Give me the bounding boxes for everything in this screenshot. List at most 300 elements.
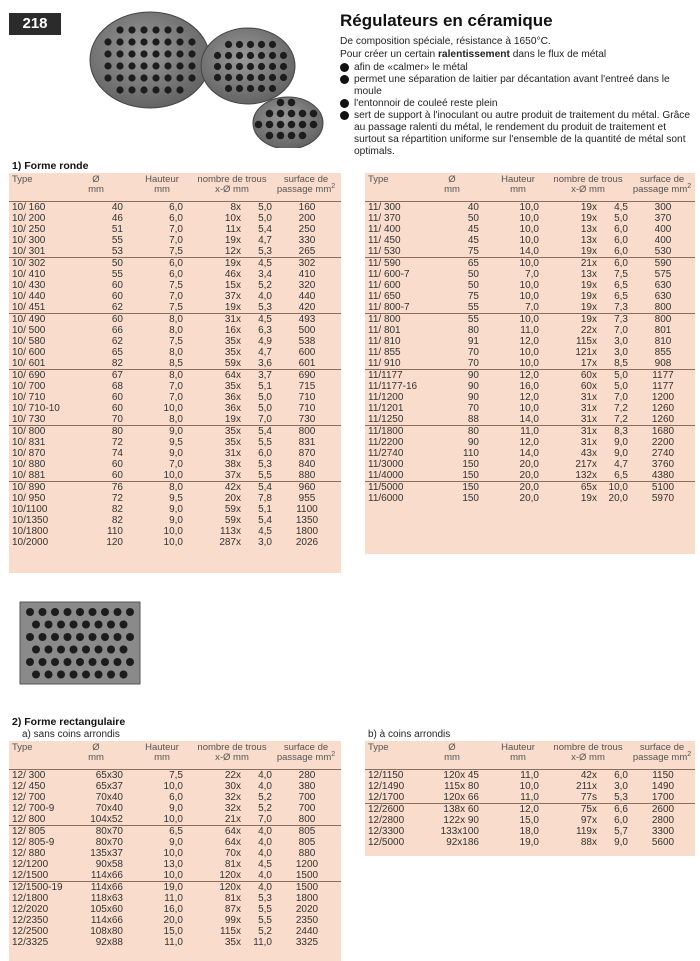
cell-diameter: 90: [467, 392, 479, 403]
cell-height: 10,0: [163, 470, 183, 481]
cell-surface: 601: [298, 358, 316, 369]
table-row: [9, 848, 341, 859]
cell-height: 9,5: [169, 493, 183, 504]
cell-holes-count: 19x: [580, 302, 597, 313]
cell-type: 12/2800: [368, 815, 405, 826]
cell-holes-diam: 11,0: [253, 937, 272, 948]
cell-surface: 1800: [295, 526, 319, 537]
cell-holes-diam: 5,0: [258, 213, 272, 224]
cell-diameter: 150: [462, 482, 479, 493]
cell-diameter: 67: [111, 370, 123, 381]
cell-height: 6,0: [169, 213, 183, 224]
header-surface: [627, 743, 697, 763]
table-row-group: [9, 201, 341, 257]
cell-holes-diam: 5,7: [614, 826, 628, 837]
cell-diameter: 72: [111, 493, 123, 504]
cell-holes-count: 31x: [580, 392, 597, 403]
ceramic-round-regulators-photo: [88, 8, 328, 148]
cell-height: 10,0: [163, 403, 183, 414]
cell-holes-count: 19x: [580, 202, 597, 213]
table-row: [9, 302, 341, 313]
cell-surface: 575: [654, 269, 672, 280]
cell-height: 8,0: [169, 347, 183, 358]
cell-surface: 1500: [295, 870, 319, 881]
cell-surface: 3760: [651, 459, 675, 470]
header-surface-unit: passage mm: [632, 184, 688, 195]
cell-diameter: 118x63: [90, 893, 123, 904]
cell-diameter: 65: [467, 258, 479, 269]
cell-height: 20,0: [519, 459, 539, 470]
cell-surface: 831: [298, 437, 316, 448]
cell-holes-count: 42x: [580, 770, 597, 781]
header-height: [493, 743, 543, 763]
cell-holes-count: 13x: [580, 224, 597, 235]
cell-surface: 493: [298, 314, 316, 325]
cell-height: 6,5: [169, 826, 183, 837]
table-row-group: [365, 257, 695, 313]
table-row: [365, 815, 695, 826]
cell-holes-diam: 7,3: [614, 314, 628, 325]
table-row-group: [9, 313, 341, 369]
cell-holes-diam: 4,5: [614, 202, 628, 213]
cell-height: 7,5: [169, 246, 183, 257]
header-surface-label: surface de: [639, 742, 685, 753]
cell-type: 12/ 300: [12, 770, 46, 781]
cell-height: 11,0: [520, 770, 539, 781]
cell-surface: 800: [298, 814, 316, 825]
table-row-group: [365, 201, 695, 257]
header-type-label: Type: [12, 174, 33, 185]
cell-holes-count: 8x: [230, 202, 241, 213]
header-diam: [71, 175, 121, 195]
cell-holes-diam: 5,0: [258, 392, 272, 403]
cell-diameter: 70x40: [95, 803, 123, 814]
cell-type: 12/3300: [368, 826, 405, 837]
intro-text: [340, 36, 692, 158]
cell-height: 10,0: [163, 526, 183, 537]
cell-height: 19,0: [163, 882, 183, 893]
cell-holes-diam: 6,0: [614, 235, 628, 246]
table-row: [365, 804, 695, 815]
cell-height: 7,0: [525, 302, 539, 313]
cell-height: 7,5: [169, 302, 183, 313]
cell-diameter: 75: [467, 246, 479, 257]
table-row-group: [9, 481, 341, 548]
cell-height: 10,0: [163, 848, 183, 859]
header-diam: [427, 175, 477, 195]
table-row-group: [365, 313, 695, 369]
cell-surface: 1200: [651, 392, 675, 403]
intro-bullet-list: [340, 62, 692, 158]
cell-surface: 800: [298, 426, 316, 437]
header-height: [137, 175, 187, 195]
table-row-group: [365, 369, 695, 425]
header-height-label: Hauteur: [501, 742, 535, 753]
cell-diameter: 55: [111, 235, 123, 246]
cell-height: 9,0: [169, 448, 183, 459]
cell-holes-diam: 5,3: [258, 459, 272, 470]
cell-holes-diam: 4,5: [258, 526, 272, 537]
cell-diameter: 104x52: [90, 814, 123, 825]
cell-holes-count: 97x: [580, 815, 597, 826]
cell-holes-diam: 4,0: [258, 870, 272, 881]
cell-holes-diam: 5,5: [258, 470, 272, 481]
cell-surface: 280: [298, 770, 316, 781]
cell-holes-diam: 7,0: [614, 392, 628, 403]
cell-holes-count: 87x: [224, 904, 241, 915]
section-round-title: 1) Forme ronde: [12, 160, 89, 172]
table-header: [365, 741, 695, 769]
header-height-label: Hauteur: [501, 174, 535, 185]
cell-holes-count: 20x: [224, 493, 241, 504]
cell-holes-count: 31x: [224, 448, 241, 459]
table-row-group: [9, 257, 341, 313]
table-row: [9, 202, 341, 213]
cell-type: 10/ 451: [12, 302, 46, 313]
cell-surface: 840: [298, 459, 316, 470]
cell-surface: 440: [298, 291, 316, 302]
cell-holes-count: 81x: [224, 893, 241, 904]
cell-height: 7,0: [169, 235, 183, 246]
table-row: [365, 381, 695, 392]
table-row: [365, 437, 695, 448]
cell-diameter: 80: [111, 426, 123, 437]
intro-line-2-pre: Pour créer un certain: [340, 49, 438, 60]
table-row-group: [9, 881, 341, 948]
cell-height: 10,0: [519, 235, 539, 246]
cell-holes-count: 64x: [224, 837, 241, 848]
cell-holes-diam: 5,0: [258, 202, 272, 213]
cell-surface: 600: [298, 347, 316, 358]
header-holes-unit: x-Ø mm: [571, 184, 605, 195]
cell-type: 11/1250: [368, 414, 404, 425]
cell-type: 12/ 805: [12, 826, 46, 837]
cell-holes-diam: 5,3: [614, 792, 628, 803]
cell-holes-diam: 5,4: [258, 224, 272, 235]
table-row: [365, 291, 695, 302]
cell-surface: 1100: [296, 504, 318, 515]
table-row: [9, 314, 341, 325]
cell-diameter: 90x58: [95, 859, 123, 870]
cell-surface: 805: [298, 837, 316, 848]
cell-holes-diam: 7,2: [614, 403, 628, 414]
cell-height: 10,0: [519, 781, 539, 792]
header-diam-label: Ø: [92, 742, 100, 753]
cell-holes-diam: 5,3: [258, 893, 272, 904]
cell-diameter: 76: [111, 482, 123, 493]
cell-holes-count: 77s: [580, 792, 597, 803]
cell-holes-count: 21x: [580, 258, 597, 269]
cell-type: 10/ 300: [12, 235, 46, 246]
cell-diameter: 120: [106, 537, 123, 548]
cell-holes-count: 31x: [580, 437, 597, 448]
table-row: [365, 325, 695, 336]
cell-holes-diam: 7,3: [614, 302, 628, 313]
cell-height: 6,0: [169, 269, 183, 280]
header-type-label: Type: [368, 174, 389, 185]
cell-type: 10/ 430: [12, 280, 46, 291]
cell-height: 18,0: [519, 826, 539, 837]
cell-surface: 1177: [652, 370, 674, 381]
bullet-text: afin de «calmer» le métal: [354, 62, 468, 73]
cell-type: 10/ 690: [12, 370, 46, 381]
cell-type: 11/ 801: [368, 325, 401, 336]
bullet-dot-icon: [340, 63, 349, 72]
table-row: [9, 926, 341, 937]
cell-diameter: 82: [111, 504, 123, 515]
cell-height: 20,0: [519, 482, 539, 493]
header-surface-sup: 2: [687, 750, 692, 758]
cell-holes-count: 16x: [224, 325, 241, 336]
table-row: [365, 370, 695, 381]
cell-diameter: 135x37: [90, 848, 123, 859]
cell-surface: 5970: [651, 493, 675, 504]
cell-type: 12/ 800: [12, 814, 46, 825]
cell-height: 10,0: [519, 291, 539, 302]
table-row: [365, 392, 695, 403]
cell-diameter: 74: [111, 448, 123, 459]
header-holes: [187, 175, 277, 195]
table-row: [9, 893, 341, 904]
cell-height: 9,0: [169, 426, 183, 437]
cell-height: 9,0: [169, 515, 183, 526]
bullet-dot-icon: [340, 111, 349, 120]
cell-holes-count: 65x: [580, 482, 597, 493]
cell-holes-diam: 3,0: [614, 347, 628, 358]
table-round-right: [365, 173, 695, 554]
cell-height: 7,0: [525, 269, 539, 280]
cell-surface: 630: [654, 280, 672, 291]
cell-type: 10/2000: [12, 537, 49, 548]
cell-holes-diam: 7,0: [258, 414, 272, 425]
header-diam: [71, 743, 121, 763]
cell-holes-count: 120x: [219, 870, 241, 881]
cell-diameter: 65x30: [95, 770, 123, 781]
cell-type: 11/2740: [368, 448, 404, 459]
header-height: [493, 175, 543, 195]
table-row: [365, 336, 695, 347]
header-height: [137, 743, 187, 763]
cell-surface: 2350: [295, 915, 319, 926]
table-row: [9, 213, 341, 224]
cell-surface: 1490: [651, 781, 675, 792]
cell-type: 10/ 302: [12, 258, 46, 269]
cell-diameter: 68: [111, 381, 123, 392]
cell-diameter: 60: [111, 392, 123, 403]
cell-diameter: 55: [467, 314, 479, 325]
cell-type: 11/3000: [368, 459, 404, 470]
cell-surface: 880: [298, 470, 316, 481]
cell-surface: 530: [654, 246, 672, 257]
cell-holes-count: 46x: [224, 269, 241, 280]
cell-type: 12/1800: [12, 893, 49, 904]
cell-holes-diam: 4,0: [258, 882, 272, 893]
table-row: [9, 224, 341, 235]
cell-surface: 2440: [295, 926, 319, 937]
sub-title-a: a) sans coins arrondis: [22, 729, 120, 740]
table-row: [365, 837, 695, 848]
cell-diameter: 70x40: [95, 792, 123, 803]
cell-diameter: 55: [467, 302, 479, 313]
header-holes-unit: x-Ø mm: [215, 752, 249, 763]
cell-holes-diam: 5,0: [258, 403, 272, 414]
cell-holes-count: 35x: [224, 426, 241, 437]
cell-height: 20,0: [163, 915, 183, 926]
cell-type: 12/ 700-9: [12, 803, 55, 814]
header-diam-unit: mm: [88, 184, 104, 195]
section-rect-title: 2) Forme rectangulaire: [12, 716, 126, 728]
header-holes-label: nombre de trous: [553, 174, 623, 185]
cell-holes-count: 64x: [224, 826, 241, 837]
cell-type: 11/ 600-7: [368, 269, 410, 280]
cell-holes-diam: 3,0: [614, 781, 628, 792]
cell-holes-count: 37x: [224, 291, 241, 302]
cell-type: 12/1200: [12, 859, 49, 870]
cell-holes-count: 19x: [580, 314, 597, 325]
cell-type: 10/1800: [12, 526, 49, 537]
cell-diameter: 150: [462, 470, 479, 481]
cell-diameter: 92x186: [446, 837, 479, 848]
intro-line-2: [340, 49, 692, 61]
table-row-group: [365, 425, 695, 481]
cell-type: 10/ 870: [12, 448, 46, 459]
cell-holes-count: 35x: [224, 437, 241, 448]
cell-diameter: 51: [111, 224, 123, 235]
cell-surface: 730: [298, 414, 316, 425]
cell-holes-diam: 6,5: [614, 470, 628, 481]
cell-height: 10,0: [163, 814, 183, 825]
cell-holes-diam: 6,0: [614, 246, 628, 257]
header-surface-label: surface de: [283, 742, 329, 753]
header-holes: [187, 743, 277, 763]
cell-holes-count: 35x: [224, 347, 241, 358]
bullet-dot-icon: [340, 75, 349, 84]
bullet-dot-icon: [340, 99, 349, 108]
cell-diameter: 75: [467, 291, 479, 302]
header-holes-unit: x-Ø mm: [215, 184, 249, 195]
cell-height: 8,0: [169, 314, 183, 325]
cell-holes-diam: 6,5: [614, 291, 628, 302]
cell-type: 10/ 950: [12, 493, 46, 504]
cell-diameter: 90: [467, 381, 479, 392]
bullet-text: permet une séparation de laitier par décantation avant l'entreé dans le moule: [354, 74, 670, 97]
cell-surface: 3300: [651, 826, 675, 837]
table-row: [9, 770, 341, 781]
cell-type: 10/ 250: [12, 224, 46, 235]
cell-surface: 710: [298, 403, 316, 414]
cell-diameter: 60: [111, 314, 123, 325]
intro-bullet: [340, 74, 692, 98]
cell-height: 9,0: [169, 803, 183, 814]
cell-type: 11/1800: [368, 426, 404, 437]
header-height-unit: mm: [154, 184, 170, 195]
cell-type: 11/ 910: [368, 358, 401, 369]
table-row: [9, 325, 341, 336]
cell-type: 11/ 600: [368, 280, 401, 291]
cell-height: 10,0: [519, 202, 539, 213]
cell-holes-diam: 7,8: [258, 493, 272, 504]
table-row: [365, 235, 695, 246]
bullet-text: l'entonnoir de couleé reste plein: [354, 98, 498, 109]
table-row: [365, 280, 695, 291]
cell-type: 11/6000: [368, 493, 404, 504]
cell-type: 12/1700: [368, 792, 405, 803]
table-row: [9, 537, 341, 548]
cell-type: 10/ 500: [12, 325, 46, 336]
cell-holes-diam: 8,3: [614, 426, 628, 437]
cell-height: 7,0: [169, 291, 183, 302]
header-surface: [271, 175, 341, 195]
cell-holes-diam: 9,0: [614, 448, 628, 459]
cell-type: 11/ 530: [368, 246, 401, 257]
table-row: [9, 392, 341, 403]
cell-height: 8,5: [169, 358, 183, 369]
cell-diameter: 105x60: [90, 904, 123, 915]
cell-surface: 1260: [651, 403, 675, 414]
cell-holes-count: 37x: [224, 470, 241, 481]
cell-height: 14,0: [519, 448, 539, 459]
cell-surface: 2800: [651, 815, 675, 826]
cell-holes-diam: 5,0: [614, 381, 628, 392]
cell-surface: 1200: [295, 859, 319, 870]
cell-surface: 805: [298, 826, 316, 837]
table-row: [9, 882, 341, 893]
cell-surface: 5100: [651, 482, 675, 493]
cell-diameter: 45: [467, 235, 479, 246]
cell-height: 10,0: [163, 537, 183, 548]
cell-type: 12/2020: [12, 904, 49, 915]
table-row: [9, 526, 341, 537]
cell-type: 11/4000: [368, 470, 404, 481]
cell-surface: 3325: [295, 937, 319, 948]
header-surface: [271, 743, 341, 763]
cell-height: 19,0: [519, 837, 539, 848]
cell-type: 10/ 880: [12, 459, 46, 470]
cell-surface: 710: [298, 392, 316, 403]
header-diam-label: Ø: [448, 174, 456, 185]
cell-diameter: 80x70: [95, 837, 123, 848]
cell-diameter: 70: [467, 347, 479, 358]
cell-height: 11,0: [520, 325, 539, 336]
cell-surface: 330: [298, 235, 316, 246]
cell-height: 7,0: [169, 224, 183, 235]
cell-holes-count: 21x: [224, 814, 241, 825]
cell-holes-diam: 8,5: [614, 358, 628, 369]
table-row: [365, 314, 695, 325]
cell-diameter: 110: [107, 526, 123, 537]
cell-holes-count: 35x: [224, 937, 241, 948]
header-surface-label: surface de: [283, 174, 329, 185]
cell-type: 11/ 800: [368, 314, 401, 325]
cell-height: 11,0: [164, 937, 183, 948]
cell-surface: 801: [654, 325, 672, 336]
cell-surface: 5600: [651, 837, 675, 848]
header-diam: [427, 743, 477, 763]
cell-surface: 1260: [651, 414, 675, 425]
cell-diameter: 62: [111, 302, 123, 313]
table-row-group: [9, 425, 341, 481]
table-row: [9, 859, 341, 870]
cell-holes-diam: 6,0: [614, 224, 628, 235]
table-row: [365, 258, 695, 269]
cell-diameter: 60: [111, 459, 123, 470]
cell-surface: 1800: [295, 893, 319, 904]
table-row: [9, 426, 341, 437]
cell-type: 12/ 805-9: [12, 837, 55, 848]
cell-surface: 700: [298, 792, 316, 803]
cell-holes-count: 31x: [580, 414, 597, 425]
cell-holes-count: 60x: [580, 370, 597, 381]
